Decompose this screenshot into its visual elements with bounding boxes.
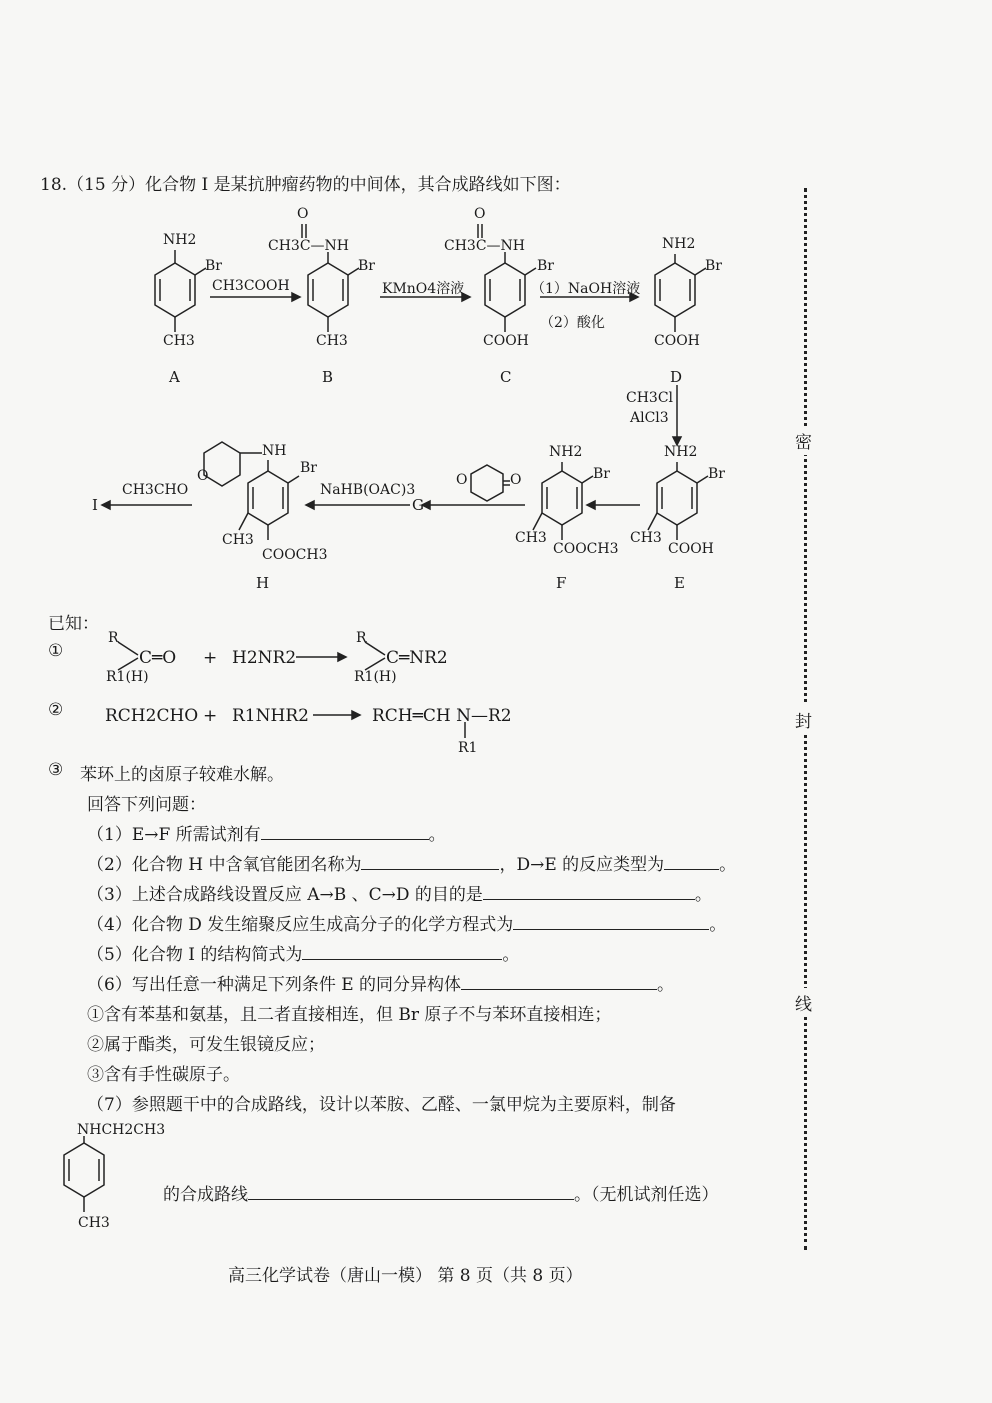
a-nh2: NH2 [163, 232, 197, 248]
label-a: A [169, 368, 180, 386]
d-nh2: NH2 [662, 236, 696, 252]
question-5 [87, 940, 519, 965]
e-br: Br [708, 466, 725, 482]
question-1 [87, 820, 446, 845]
known-1-num: ① [48, 641, 64, 661]
target-ch3: CH3 [78, 1215, 110, 1231]
known-2-product: RCH═CH N—R2 [372, 706, 512, 726]
q3-answer-blank[interactable] [483, 883, 695, 900]
known-2-num: ② [48, 700, 64, 720]
q5-text: （5）化合物 I 的结构简式为 [87, 945, 303, 965]
a-ch3: CH3 [163, 333, 195, 349]
label-f: F [556, 574, 567, 592]
h-ch3: CH3 [222, 532, 254, 548]
h-br: Br [300, 460, 317, 476]
known-2-amine: R1NHR2 [232, 706, 309, 726]
reagent-fg-ketone-o: O [510, 472, 522, 488]
margin-feng: 封 [795, 705, 812, 734]
question-2 [87, 850, 736, 875]
known-1-carbonyl: C═O [139, 648, 177, 668]
q5-answer-blank[interactable] [302, 943, 502, 960]
label-c: C [500, 368, 512, 386]
d-cooh: COOH [654, 333, 700, 349]
margin-mi: 密 [795, 426, 812, 455]
b-ch3: CH3 [316, 333, 348, 349]
a-br: Br [205, 258, 222, 274]
reagent-bc: KMnO4溶液 [382, 281, 465, 297]
h-cooch3: COOCH3 [262, 547, 328, 563]
q4-answer-blank[interactable] [513, 913, 709, 930]
e-ch3: CH3 [630, 530, 662, 546]
label-g: G [412, 496, 424, 514]
known-1-amine: H2NR2 [232, 648, 297, 668]
reagent-hi: CH3CHO [122, 482, 189, 498]
known-1-pr1: R1(H) [354, 669, 397, 685]
q3-text: （3）上述合成路线设置反应 A→B 、C→D 的目的是 [87, 885, 483, 905]
known-1-r: R [108, 630, 119, 646]
known-3-num: ③ [48, 760, 64, 780]
f-nh2: NH2 [549, 444, 583, 460]
q7-answer-blank[interactable] [248, 1183, 574, 1200]
ring-a [155, 250, 206, 332]
q2-end: 。 [719, 855, 737, 875]
q2-mid: ，D→E 的反应类型为 [499, 855, 665, 875]
known-2-left: RCH2CHO [105, 706, 199, 726]
margin-xian: 线 [795, 988, 812, 1017]
q1-answer-blank[interactable] [261, 823, 429, 840]
q4-end: 。 [709, 915, 727, 935]
reagent-ab: CH3COOH [212, 278, 290, 294]
target-nhch2ch3: NHCH2CH3 [77, 1122, 166, 1138]
q6-answer-blank[interactable] [461, 973, 657, 990]
known-1-r1: R1(H) [106, 669, 149, 685]
reagent-cd-1: （1）NaOH溶液 [531, 281, 641, 297]
q2-answer-blank-1[interactable] [361, 853, 499, 870]
label-b: B [322, 368, 334, 386]
e-nh2: NH2 [664, 444, 698, 460]
known-2-sub: R1 [458, 740, 478, 756]
question-header: 18.（15 分）化合物 I 是某抗肿瘤药物的中间体，其合成路线如下图： [40, 175, 571, 195]
question-6 [87, 970, 674, 995]
b-amide: CH3C—NH [268, 238, 349, 254]
h-ring-oxygen: O [197, 468, 209, 484]
questions-intro: 回答下列问题： [87, 795, 206, 815]
reagent-de-1: CH3Cl [626, 390, 674, 406]
label-h: H [256, 574, 270, 592]
q2-answer-blank-2[interactable] [664, 853, 719, 870]
q1-end: 。 [428, 825, 446, 845]
label-i: I [92, 496, 98, 514]
known-3-text: 苯环上的卤原子较难水解。 [80, 765, 284, 785]
f-br: Br [593, 466, 610, 482]
reagent-cd-2: （2）酸化 [540, 315, 605, 331]
h-nh: NH [262, 443, 287, 459]
c-cooh: COOH [483, 333, 529, 349]
known-1-plus: + [203, 648, 218, 668]
label-e: E [674, 574, 685, 592]
q4-text: （4）化合物 D 发生缩聚反应生成高分子的化学方程式为 [87, 915, 514, 935]
question-3 [87, 880, 712, 905]
page-footer: 高三化学试卷（唐山一模） 第 8 页（共 8 页） [228, 1266, 583, 1286]
label-d: D [670, 368, 683, 386]
reagent-gh: NaHB(OAC)3 [320, 482, 416, 498]
condition-1: ①含有苯基和氨基，且二者直接相连，但 Br 原子不与苯环直接相连； [87, 1005, 612, 1025]
q7-text: 的合成路线 [163, 1185, 248, 1205]
target-molecule [64, 1136, 104, 1212]
reagent-de-2: AlCl3 [630, 410, 669, 426]
known-2-plus: + [203, 706, 218, 726]
question-7: （7）参照题干中的合成路线，设计以苯胺、乙醛、一氯甲烷为主要原料，制备 [87, 1095, 676, 1115]
f-ch3: CH3 [515, 530, 547, 546]
q5-end: 。 [502, 945, 520, 965]
known-1-product: C═NR2 [386, 648, 448, 668]
f-cooch3: COOCH3 [553, 541, 619, 557]
q6-text: （6）写出任意一种满足下列条件 E 的同分异构体 [87, 975, 462, 995]
ring-f [533, 462, 593, 540]
c-amide: CH3C—NH [444, 238, 525, 254]
b-br: Br [358, 258, 375, 274]
ring-e [648, 462, 708, 540]
e-cooh: COOH [668, 541, 714, 557]
b-oxygen: O [297, 206, 309, 222]
condition-2: ②属于酯类，可发生银镜反应； [87, 1035, 325, 1055]
ring-d [655, 254, 706, 332]
oxanone-ring [471, 465, 510, 501]
question-7-line [163, 1180, 719, 1205]
known-title: 已知： [48, 614, 99, 634]
q7-end: 。（无机试剂任选） [574, 1185, 719, 1205]
d-br: Br [705, 258, 722, 274]
question-4 [87, 910, 726, 935]
reagent-fg-ring-o: O [456, 472, 468, 488]
condition-3: ③含有手性碳原子。 [87, 1065, 240, 1085]
known-1-pr: R [356, 630, 367, 646]
q2-text: （2）化合物 H 中含氧官能团名称为 [87, 855, 362, 875]
q3-end: 。 [694, 885, 712, 905]
q6-end: 。 [657, 975, 675, 995]
c-oxygen: O [474, 206, 486, 222]
q1-text: （1）E→F 所需试剂有 [87, 825, 261, 845]
c-br: Br [537, 258, 554, 274]
